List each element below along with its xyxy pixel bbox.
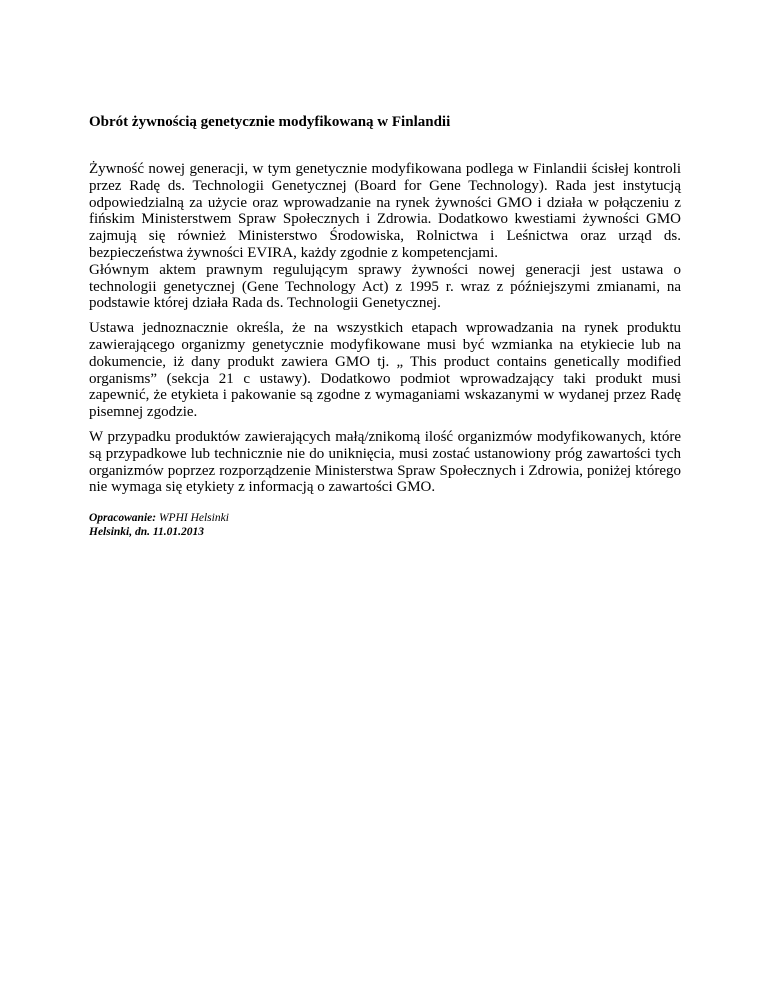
paragraph-4: W przypadku produktów zawierających małą/znikomą ilość organizmów modyfikowanych, które są przypadkowe lub technicznie nie do uniknięcia, musi zostać ustanowiony próg zawartości tych organizmów poprzez rozporządzenie Ministerstwa Spraw Społecznych i Zdrowia, poniżej którego nie wymaga się etykiety z informacją o zawartości GMO. — [89, 428, 681, 496]
place-date: Helsinki, dn. 11.01.2013 — [89, 526, 205, 539]
author-label: Opracowanie: — [89, 512, 157, 525]
document-title: Obrót żywnością genetycznie modyfikowaną w Finlandii — [89, 114, 451, 130]
author-line — [89, 511, 681, 525]
author-value: WPHI Helsinki — [156, 512, 229, 525]
document-footer — [89, 511, 681, 539]
paragraph-2: Głównym aktem prawnym regulującym sprawy żywności nowej generacji jest ustawa o technologii genetycznej (Gene Technology Act) z 1995 r. wraz z późniejszymi zmianami, na podstawie której działa Rada ds. Technologii Genetycznej. — [89, 261, 681, 312]
paragraph-3: Ustawa jednoznacznie określa, że na wszystkich etapach wprowadzania na rynek produktu zawierającego organizmy genetycznie modyfikowane musi być wzmianka na etykiecie lub na dokumencie, iż dany produkt zawiera GMO tj. „ This product contains genetically modified organisms” (sekcja 21 c ustawy). Dodatkowo podmiot wprowadzający taki produkt musi zapewnić, że etykieta i pakowanie są zgodne z wymaganiami wskazanymi w wydanej przez Radę pisemnej zgodzie. — [89, 320, 681, 421]
paragraph-1: Żywność nowej generacji, w tym genetycznie modyfikowana podlega w Finlandii ścisłej kontroli przez Radę ds. Technologii Genetycznej (Board for Gene Technology). Rada jest instytucją odpowiedzialną za użycie oraz wprowadzanie na rynek żywności GMO i działa w połączeniu z fińskim Ministerstwem Spraw Społecznych i Zdrowia. Dodatkowo kwestiami żywności GMO zajmują się również Ministerstwo Środowiska, Rolnictwa i Leśnictwa oraz urząd ds. bezpieczeństwa żywności EVIRA, każdy zgodnie z kompetencjami. — [89, 161, 681, 261]
document-page — [89, 113, 681, 539]
